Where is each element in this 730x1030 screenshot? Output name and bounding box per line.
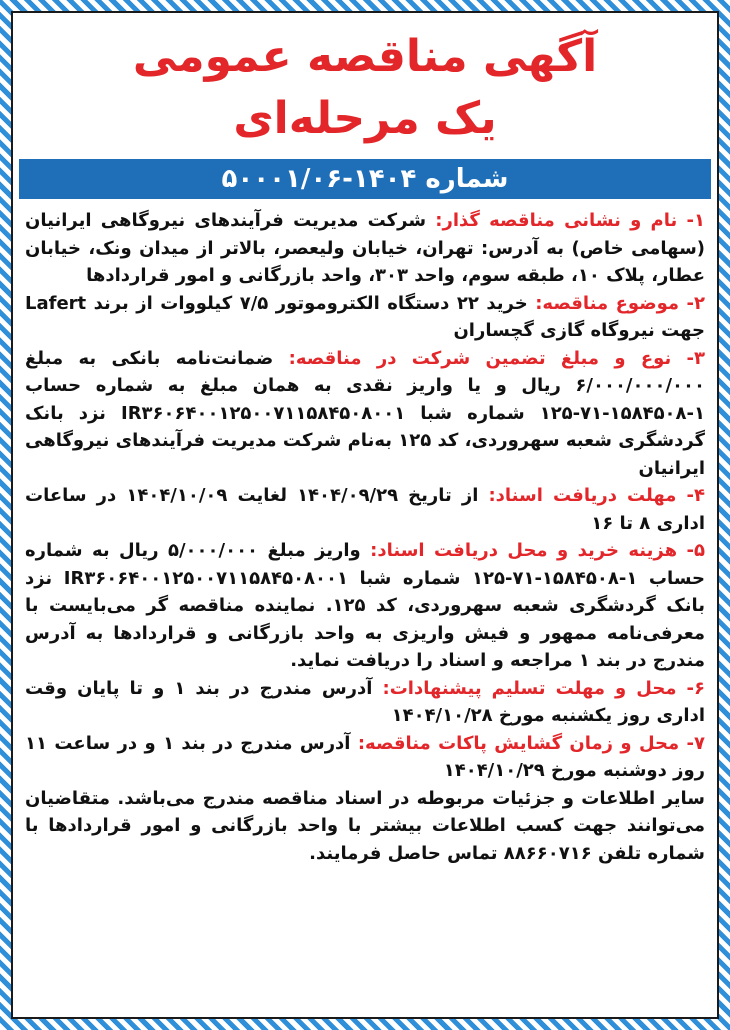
notice-title: آگهی مناقصه عمومی: [132, 31, 598, 82]
item-subject: [25, 290, 705, 345]
footer-note: سایر اطلاعات و جزئیات مربوطه در اسناد مناقصه مندرج می‌باشد. متقاضیان می‌توانند جهت کسب اطلاعات بیشتر با واحد بازرگانی و امور قراردادها با شماره تلفن ۸۸۶۶۰۷۱۶ تماس حاصل فرمایند.: [25, 787, 705, 864]
item-document-deadline: [25, 482, 705, 537]
notice-subtitle: یک مرحله‌ای: [233, 93, 497, 144]
notice-panel: [11, 11, 719, 1019]
tender-number-bar: شماره ۱۴۰۴-۵۰۰۰۱/۰۶: [19, 159, 711, 199]
notice-body: [13, 199, 717, 867]
item-text: آدرس مندرج در بند ۱ و در ساعت ۱۱ روز دوشنبه مورخ ۱۴۰۴/۱۰/۲۹: [25, 732, 705, 781]
item-text: از تاریخ ۱۴۰۴/۰۹/۲۹ لغایت ۱۴۰۴/۱۰/۰۹ در ساعات اداری ۸ تا ۱۶: [25, 485, 705, 534]
item-label: ۵- هزینه خرید و محل دریافت اسناد:: [370, 540, 705, 561]
item-label: ۷- محل و زمان گشایش پاکات مناقصه:: [357, 732, 705, 754]
item-label: ۶- محل و مهلت تسلیم پیشنهادات:: [382, 677, 705, 699]
item-label: ۳- نوع و مبلغ تضمین شرکت در مناقصه:: [288, 347, 705, 369]
item-document-cost: [25, 537, 705, 675]
item-organizer: [25, 207, 705, 290]
item-opening: [25, 730, 705, 785]
item-text: واریز مبلغ ۵/۰۰۰/۰۰۰ ریال به شماره حساب ۱-۱۵۸۴۵۰۸-۷۱-۱۲۵ شماره شبا IR۳۶۰۶۴۰۰۱۲۵۰۰۷۱۱۵۸۴۵۰۸۰۰۱ نزد بانک گردشگری شعبه سهروردی، کد ۱۲۵. نماینده مناقصه گر می‌بایست با معرفی‌نامه ممهور و فیش واریزی به واحد بازرگانی و قراردادها به آدرس مندرج در بند ۱ مراجعه و اسناد را دریافت نماید.: [25, 540, 706, 671]
item-guarantee: [25, 345, 705, 483]
item-label: ۲- موضوع مناقصه:: [535, 292, 706, 314]
item-label: ۴- مهلت دریافت اسناد:: [488, 485, 705, 506]
item-label: ۱- نام و نشانی مناقصه گذار:: [435, 210, 705, 231]
item-text: شرکت مدیریت فرآیندهای نیروگاهی ایرانیان (سهامی خاص) به آدرس: تهران، خیابان ولیعصر، بالاتر از میدان ونک، خیابان عطار، پلاک ۱۰، طبقه سوم، واحد ۳۰۳، واحد بازرگانی و امور قراردادها: [25, 210, 705, 286]
item-text: خرید ۲۲ دستگاه الکتروموتور ۷/۵ کیلووات از برند Lafert جهت نیروگاه گازی گچساران: [25, 292, 705, 341]
item-text: ضمانت‌نامه بانکی به مبلغ ۶/۰۰۰/۰۰۰/۰۰۰ ریال و یا واریز نقدی به همان مبلغ به شماره حساب ۱-۱۵۸۴۵۰۸-۷۱-۱۲۵ شماره شبا IR۳۶۰۶۴۰۰۱۲۵۰۰۷۱۱۵۸۴۵۰۸۰۰۱ نزد بانک گردشگری شعبه سهروردی، کد ۱۲۵ به‌نام شرکت مدیریت فرآیندهای نیروگاهی ایرانیان: [25, 347, 706, 479]
item-submission: [25, 675, 705, 730]
item-text: آدرس مندرج در بند ۱ و تا پایان وقت اداری روز یکشنبه مورخ ۱۴۰۴/۱۰/۲۸: [25, 677, 705, 726]
